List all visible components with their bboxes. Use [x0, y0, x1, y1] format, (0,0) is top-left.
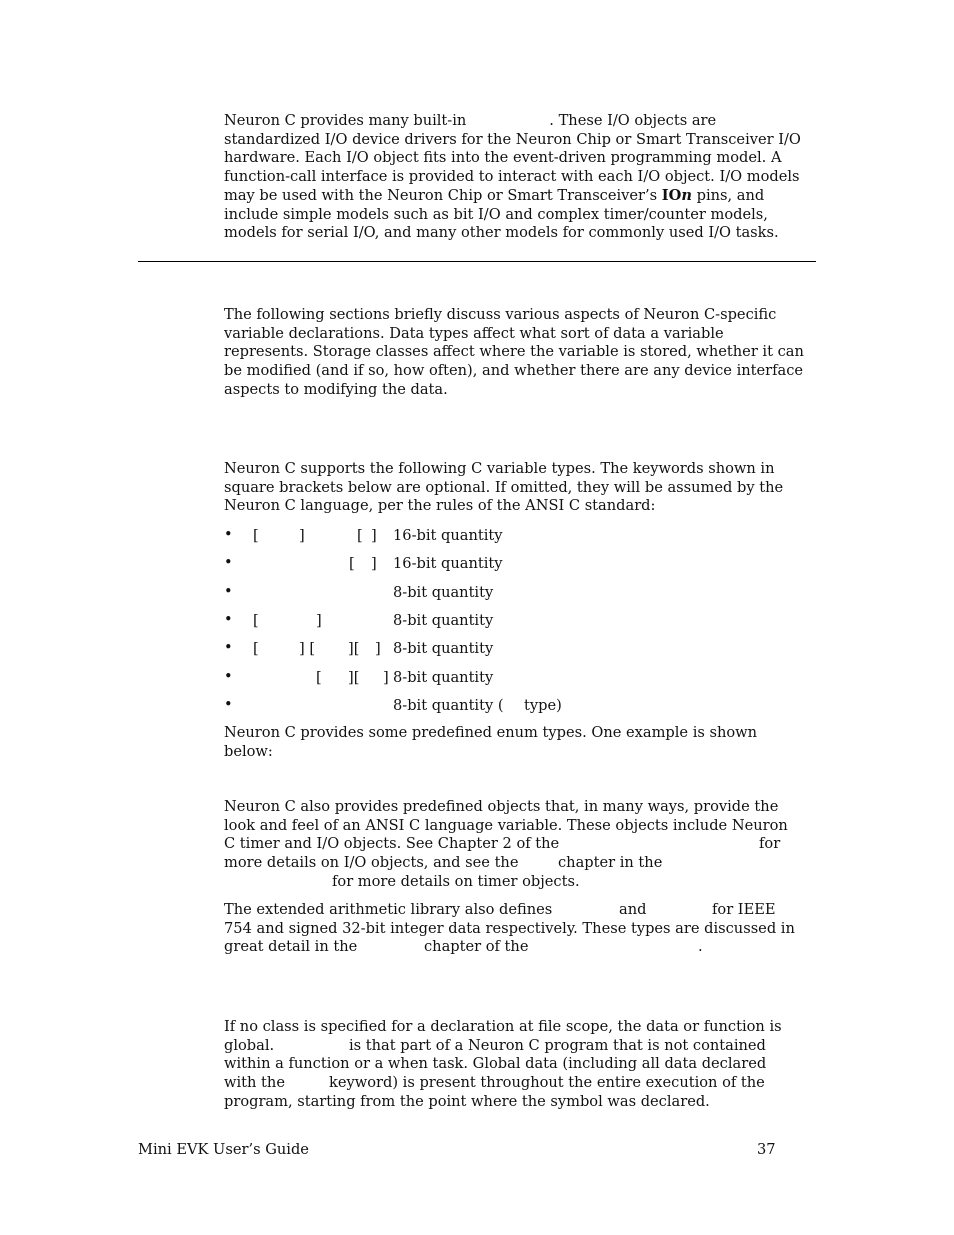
global-line-4: with the keyword) is present throughout the entire execution of the	[224, 1074, 765, 1092]
footer-title: Mini EVK User’s Guide	[138, 1141, 309, 1158]
intro-line-7: models for serial I/O, and many other models for commonly used I/O tasks.	[224, 224, 779, 242]
list-item: • [ ] [ ][ ] 8-bit quantity	[224, 639, 494, 657]
global-paragraph	[224, 1018, 794, 1112]
intro-line-1: Neuron C provides many built-in . These I/O objects are	[224, 112, 717, 129]
enum-line-2: below:	[224, 742, 273, 760]
list-item: • 8-bit quantity	[224, 583, 494, 601]
bullet-icon: •	[224, 526, 233, 543]
objects-line-4: more details on I/O objects, and see the chapter in the	[224, 854, 663, 872]
bullet-icon: •	[224, 611, 233, 628]
bullet-icon: •	[224, 696, 233, 713]
types-paragraph	[224, 460, 794, 516]
intro-line-5: may be used with the Neuron Chip or Smart Transceiver’s IOn pins, and	[224, 186, 765, 204]
types-line-2: square brackets below are optional. If omitted, they will be assumed by the	[224, 478, 784, 496]
global-line-1: If no class is specified for a declaration at file scope, the data or function is	[224, 1018, 782, 1035]
list-item: • [ ] 8-bit quantity	[224, 611, 494, 629]
ext-line-2: 754 and signed 32-bit integer data respectively. These types are discussed in	[224, 919, 795, 937]
list-item: • [ ] [ ] 16-bit quantity	[224, 526, 503, 544]
bullet-icon: •	[224, 554, 233, 571]
global-line-5: program, starting from the point where the symbol was declared.	[224, 1092, 710, 1110]
ext-line-3: great detail in the chapter of the .	[224, 938, 703, 956]
sections-line-2: variable declarations. Data types affect what sort of data a variable	[224, 324, 724, 342]
sections-line-4: be modified (and if so, how often), and whether there are any device interface	[224, 362, 804, 380]
bullet-icon: •	[224, 668, 233, 685]
intro-line-6: include simple models such as bit I/O and complex timer/counter models,	[224, 205, 768, 223]
objects-line-3: C timer and I/O objects. See Chapter 2 of the for	[224, 835, 781, 853]
ext-line-1: The extended arithmetic library also defines and for IEEE	[224, 901, 776, 918]
types-line-3: Neuron C language, per the rules of the ANSI C standard:	[224, 497, 656, 515]
sections-line-3: represents. Storage classes affect where the variable is stored, whether it can	[224, 343, 804, 361]
objects-line-1: Neuron C also provides predefined objects that, in many ways, provide the	[224, 798, 779, 815]
page-number: 37	[757, 1141, 776, 1158]
global-line-3: within a function or a when task. Global data (including all data declared	[224, 1055, 767, 1073]
global-line-2: global. is that part of a Neuron C program that is not contained	[224, 1036, 766, 1054]
objects-line-2: look and feel of an ANSI C language variable. These objects include Neuron	[224, 816, 788, 834]
intro-line-3: hardware. Each I/O object fits into the event-driven programming model. A	[224, 149, 782, 167]
sections-paragraph	[224, 306, 804, 400]
sections-line-1: The following sections briefly discuss various aspects of Neuron C-specific	[224, 306, 777, 323]
section-divider	[138, 261, 816, 262]
enum-paragraph	[224, 724, 794, 761]
enum-line-1: Neuron C provides some predefined enum types. One example is shown	[224, 724, 758, 741]
intro-line-2: standardized I/O device drivers for the Neuron Chip or Smart Transceiver I/O	[224, 130, 801, 148]
list-item: • 8-bit quantity ( type)	[224, 696, 562, 714]
intro-paragraph	[224, 112, 801, 243]
intro-line-4: function-call interface is provided to interact with each I/O object. I/O models	[224, 168, 800, 186]
objects-line-5: for more details on timer objects.	[332, 872, 580, 890]
sections-line-5: aspects to modifying the data.	[224, 380, 448, 398]
bullet-icon: •	[224, 583, 233, 600]
list-item: • [ ][ ] 8-bit quantity	[224, 668, 494, 686]
types-line-1: Neuron C supports the following C variable types. The keywords shown in	[224, 460, 775, 477]
ext-arith-paragraph	[224, 901, 794, 957]
bullet-icon: •	[224, 639, 233, 656]
list-item: • [ ] 16-bit quantity	[224, 554, 503, 572]
objects-paragraph	[224, 798, 794, 892]
